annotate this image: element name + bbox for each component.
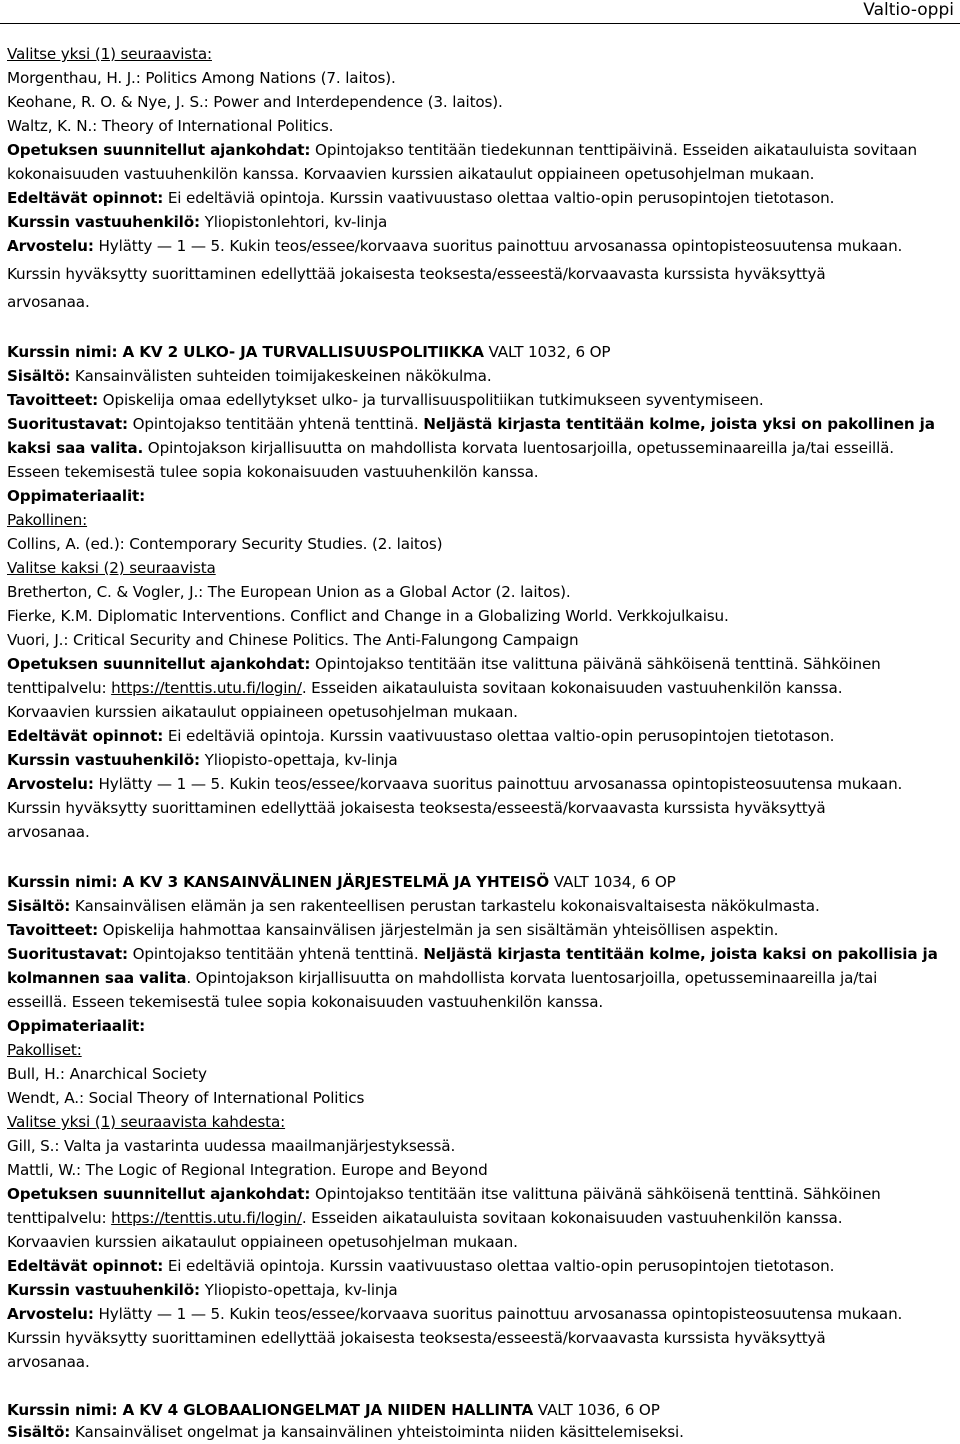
course-title-line	[7, 1400, 660, 1420]
pass-requirement: Kurssin hyväksytty suorittaminen edellyttää jokaisesta teoksesta/esseestä/korvaavasta kurssista hyväksyttyä	[7, 265, 826, 283]
pass-requirement: Kurssin hyväksytty suorittaminen edellyttää jokaisesta teoksesta/esseestä/korvaavasta kurssista hyväksyttyä	[7, 1329, 826, 1347]
course-name: A KV 2 ULKO- JA TURVALLISUUSPOLITIIKKA	[117, 343, 484, 361]
schedule-label: Opetuksen suunnitellut ajankohdat:	[7, 141, 311, 159]
method-bold-cont: kolmannen saa valita	[7, 969, 187, 987]
prereq-label: Edeltävät opinnot:	[7, 727, 164, 745]
header-divider	[0, 23, 960, 24]
method-text: Opintojakso tentitään yhtenä tenttinä.	[127, 945, 424, 963]
content-line	[7, 1422, 684, 1442]
responsible-text: Yliopisto-opettaja, kv-linja	[199, 751, 398, 769]
method-text: Opintojakso tentitään yhtenä tenttinä.	[127, 415, 424, 433]
schedule-text: Opintojakso tentitään itse valittuna päivänä sähköisenä tenttinä. Sähköinen	[310, 1185, 881, 1203]
schedule-line-cont	[7, 1208, 842, 1228]
choose-one-heading: Valitse yksi (1) seuraavista:	[7, 45, 212, 63]
schedule-line-cont: kokonaisuuden vastuuhenkilön kanssa. Korvaavien kurssien aikataulut oppiaineen opetusohjelman mukaan.	[7, 165, 815, 183]
course-name-label: Kurssin nimi:	[7, 343, 118, 361]
responsible-line	[7, 212, 387, 232]
materials-heading: Oppimateriaalit:	[7, 1017, 146, 1035]
prereq-line	[7, 188, 834, 208]
grading-text: Hylätty — 1 — 5. Kukin teos/essee/korvaava suoritus painottuu arvosanassa opintopisteosuutensa mukaan.	[93, 775, 903, 793]
goals-label: Tavoitteet:	[7, 391, 98, 409]
course-name-label: Kurssin nimi:	[7, 873, 118, 891]
goals-line	[7, 920, 778, 940]
content-label: Sisältö:	[7, 367, 71, 385]
book-item: Keohane, R. O. & Nye, J. S.: Power and Interdependence (3. laitos).	[7, 93, 503, 111]
method-label: Suoritustavat:	[7, 415, 128, 433]
method-label: Suoritustavat:	[7, 945, 128, 963]
book-item: Bull, H.: Anarchical Society	[7, 1065, 207, 1083]
pass-requirement-cont: arvosanaa.	[7, 1353, 90, 1371]
page-header-title: Valtio-oppi	[863, 0, 954, 20]
pass-requirement-cont: arvosanaa.	[7, 293, 90, 311]
schedule-label: Opetuksen suunnitellut ajankohdat:	[7, 1185, 311, 1203]
schedule-line-cont2: Korvaavien kurssien aikataulut oppiaineen opetusohjelman mukaan.	[7, 1233, 518, 1251]
content-text: Kansainvälisten suhteiden toimijakeskeinen näkökulma.	[70, 367, 492, 385]
prereq-text: Ei edeltäviä opintoja. Kurssin vaativuustaso olettaa valtio-opin perusopintojen tietotason.	[163, 1257, 835, 1275]
method-text-cont: . Opintojakson kirjallisuutta on mahdollista korvata luentosarjoilla, opetusseminaareilla ja/tai	[186, 969, 878, 987]
schedule-text-cont: . Esseiden aikatauluista sovitaan kokonaisuuden vastuuhenkilön kanssa.	[301, 1209, 843, 1227]
mandatory-heading: Pakolliset:	[7, 1041, 82, 1059]
goals-text: Opiskelija hahmottaa kansainvälisen järjestelmän ja sen sisältämän yhteisöllisen aspektin.	[98, 921, 779, 939]
pass-requirement: Kurssin hyväksytty suorittaminen edellyttää jokaisesta teoksesta/esseestä/korvaavasta kurssista hyväksyttyä	[7, 799, 826, 817]
goals-line	[7, 390, 764, 410]
book-item: Wendt, A.: Social Theory of International Politics	[7, 1089, 365, 1107]
method-line-cont	[7, 438, 894, 458]
method-line-cont2: esseillä. Esseen tekemisestä tulee sopia kokonaisuuden vastuuhenkilön kanssa.	[7, 993, 604, 1011]
prereq-line	[7, 1256, 834, 1276]
schedule-text: Opintojakso tentitään itse valittuna päivänä sähköisenä tenttinä. Sähköinen	[310, 655, 881, 673]
schedule-line	[7, 654, 881, 674]
responsible-text: Yliopisto-opettaja, kv-linja	[199, 1281, 398, 1299]
exam-service-link[interactable]: https://tenttis.utu.fi/login/	[111, 679, 302, 697]
content-line	[7, 366, 492, 386]
method-line	[7, 414, 935, 434]
schedule-label: Opetuksen suunnitellut ajankohdat:	[7, 655, 311, 673]
schedule-line-cont2: Korvaavien kurssien aikataulut oppiaineen opetusohjelman mukaan.	[7, 703, 518, 721]
course-code: VALT 1032, 6 OP	[483, 343, 611, 361]
book-item: Vuori, J.: Critical Security and Chinese Politics. The Anti-Falungong Campaign	[7, 631, 579, 649]
book-item: Gill, S.: Valta ja vastarinta uudessa maailmanjärjestyksessä.	[7, 1137, 456, 1155]
grading-text: Hylätty — 1 — 5. Kukin teos/essee/korvaava suoritus painottuu arvosanassa opintopisteosuutensa mukaan.	[93, 1305, 903, 1323]
schedule-line	[7, 140, 917, 160]
content-text: Kansainvälisen elämän ja sen rakenteellisen perustan tarkastelu kokonaisvaltaisesta näkökulmasta.	[70, 897, 820, 915]
prereq-label: Edeltävät opinnot:	[7, 189, 164, 207]
grading-text: Hylätty — 1 — 5. Kukin teos/essee/korvaava suoritus painottuu arvosanassa opintopisteosuutensa mukaan.	[93, 237, 903, 255]
method-line	[7, 944, 938, 964]
grading-line	[7, 1304, 902, 1324]
book-item: Fierke, K.M. Diplomatic Interventions. Conflict and Change in a Globalizing World. Verkkojulkaisu.	[7, 607, 729, 625]
schedule-line-cont	[7, 678, 842, 698]
course-title-line	[7, 342, 610, 362]
responsible-label: Kurssin vastuuhenkilö:	[7, 213, 200, 231]
pass-requirement-cont: arvosanaa.	[7, 823, 90, 841]
course-code: VALT 1036, 6 OP	[533, 1401, 660, 1419]
course-name-label: Kurssin nimi:	[7, 1401, 118, 1419]
course-name: A KV 3 KANSAINVÄLINEN JÄRJESTELMÄ JA YHTEISÖ	[117, 873, 550, 891]
choose-one-heading: Valitse yksi (1) seuraavista kahdesta:	[7, 1113, 286, 1131]
book-item: Bretherton, C. & Vogler, J.: The European Union as a Global Actor (2. laitos).	[7, 583, 571, 601]
grading-line	[7, 774, 902, 794]
schedule-text: Opintojakso tentitään tiedekunnan tenttipäivinä. Esseiden aikatauluista sovitaan	[310, 141, 918, 159]
method-bold: Neljästä kirjasta tentitään kolme, joista yksi on pakollinen ja	[423, 415, 935, 433]
responsible-label: Kurssin vastuuhenkilö:	[7, 751, 200, 769]
responsible-line	[7, 750, 398, 770]
method-line-cont2: Esseen tekemisestä tulee sopia kokonaisuuden vastuuhenkilön kanssa.	[7, 463, 539, 481]
goals-text: Opiskelija omaa edellytykset ulko- ja turvallisuuspolitiikan tutkimukseen syventymiseen.	[98, 391, 764, 409]
book-item: Morgenthau, H. J.: Politics Among Nations (7. laitos).	[7, 69, 396, 87]
prereq-text: Ei edeltäviä opintoja. Kurssin vaativuustaso olettaa valtio-opin perusopintojen tietotason.	[163, 189, 835, 207]
responsible-line	[7, 1280, 398, 1300]
content-label: Sisältö:	[7, 897, 71, 915]
method-text-cont: Opintojakson kirjallisuutta on mahdollista korvata luentosarjoilla, opetusseminaareilla ja/tai esseillä.	[143, 439, 894, 457]
book-item: Waltz, K. N.: Theory of International Politics.	[7, 117, 334, 135]
course-code: VALT 1034, 6 OP	[549, 873, 676, 891]
content-text: Kansainväliset ongelmat ja kansainvälinen yhteistoiminta niiden käsittelemiseksi.	[70, 1423, 684, 1441]
mandatory-heading: Pakollinen:	[7, 511, 88, 529]
goals-label: Tavoitteet:	[7, 921, 98, 939]
schedule-text-cont: . Esseiden aikatauluista sovitaan kokonaisuuden vastuuhenkilön kanssa.	[301, 679, 843, 697]
exam-service-label: tenttipalvelu:	[7, 1209, 112, 1227]
schedule-line	[7, 1184, 881, 1204]
responsible-text: Yliopistonlehtori, kv-linja	[199, 213, 388, 231]
method-line-cont	[7, 968, 877, 988]
prereq-label: Edeltävät opinnot:	[7, 1257, 164, 1275]
prereq-text: Ei edeltäviä opintoja. Kurssin vaativuustaso olettaa valtio-opin perusopintojen tietotason.	[163, 727, 835, 745]
book-item: Mattli, W.: The Logic of Regional Integration. Europe and Beyond	[7, 1161, 488, 1179]
content-label: Sisältö:	[7, 1423, 71, 1441]
choose-two-heading: Valitse kaksi (2) seuraavista	[7, 559, 216, 577]
content-line	[7, 896, 820, 916]
grading-line	[7, 236, 902, 256]
responsible-label: Kurssin vastuuhenkilö:	[7, 1281, 200, 1299]
method-bold: Neljästä kirjasta tentitään kolme, joista kaksi on pakollisia ja	[423, 945, 938, 963]
book-item: Collins, A. (ed.): Contemporary Security Studies. (2. laitos)	[7, 535, 443, 553]
method-bold-cont: kaksi saa valita.	[7, 439, 144, 457]
course-title-line	[7, 872, 676, 892]
materials-heading: Oppimateriaalit:	[7, 487, 146, 505]
grading-label: Arvostelu:	[7, 775, 94, 793]
course-name: A KV 4 GLOBAALIONGELMAT JA NIIDEN HALLINTA	[117, 1401, 534, 1419]
exam-service-label: tenttipalvelu:	[7, 679, 112, 697]
prereq-line	[7, 726, 834, 746]
grading-label: Arvostelu:	[7, 1305, 94, 1323]
grading-label: Arvostelu:	[7, 237, 94, 255]
exam-service-link[interactable]: https://tenttis.utu.fi/login/	[111, 1209, 302, 1227]
